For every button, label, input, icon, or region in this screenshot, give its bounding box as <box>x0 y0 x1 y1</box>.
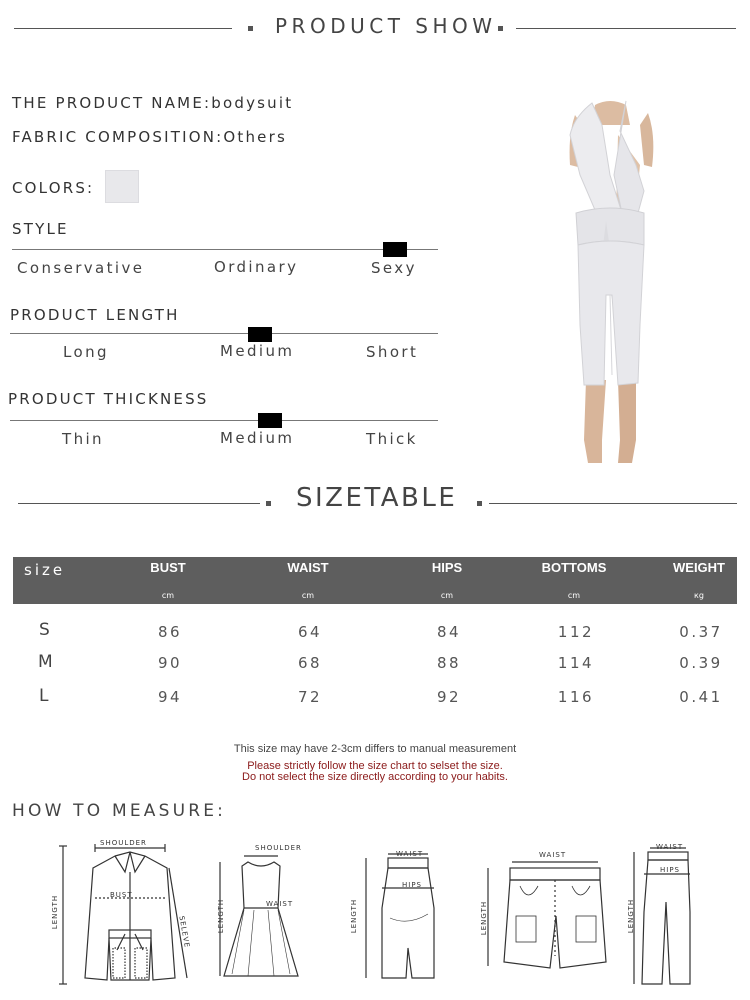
cell-weight: 0.39 <box>679 654 723 672</box>
divider-dot <box>498 26 503 31</box>
cell-weight: 0.37 <box>679 623 723 641</box>
style-marker <box>383 242 407 257</box>
section-title: SIZETABLE <box>296 483 458 513</box>
product-name <box>12 94 293 112</box>
jacket-sleeve-label: SELEVE <box>177 915 191 949</box>
column-header-bust: BUST <box>150 560 186 575</box>
cell-hips: 88 <box>436 654 462 672</box>
color-swatch[interactable] <box>105 170 139 203</box>
size-warning-line1: Please strictly follow the size chart to selset the size. <box>247 760 503 772</box>
cell-bust: 94 <box>157 688 183 706</box>
length-option-long: Long <box>63 343 109 361</box>
thickness-label: PRODUCT THICKNESS <box>8 390 209 408</box>
length-scale-line <box>10 333 438 334</box>
product-name-label: THE PRODUCT NAME: <box>12 94 212 112</box>
style-option-ordinary: Ordinary <box>214 258 299 276</box>
jacket-length-label: LENGTH <box>51 894 60 930</box>
measurement-note: This size may have 2-3cm differs to manual measurement <box>233 743 517 755</box>
divider-dot <box>248 26 253 31</box>
skirt-length-label: LENGTH <box>350 898 359 934</box>
pants-illustration <box>628 842 698 990</box>
cell-hips: 92 <box>436 688 462 706</box>
how-to-measure-title: HOW TO MEASURE: <box>12 801 227 821</box>
pants-length-label: LENGTH <box>627 898 636 934</box>
cell-waist: 64 <box>297 623 323 641</box>
thickness-option-medium: Medium <box>220 429 295 447</box>
column-header-waist: WAIST <box>287 560 329 575</box>
skirt-hips-label: HIPS <box>402 881 422 889</box>
thickness-scale-line <box>10 420 438 421</box>
column-unit-bottoms: cm <box>567 591 581 600</box>
column-unit-hips: cm <box>440 591 454 600</box>
dress-shoulder-label: SHOULDER <box>255 844 302 852</box>
length-marker <box>248 327 272 342</box>
shorts-illustration <box>480 856 610 976</box>
shorts-length-label: LENGTH <box>480 900 489 936</box>
fabric-label: FABRIC COMPOSITION: <box>12 128 224 146</box>
divider-left <box>14 28 232 29</box>
fabric-composition <box>12 128 287 146</box>
colors-label: COLORS: <box>12 179 95 197</box>
dress-length-label: LENGTH <box>217 898 226 934</box>
jacket-illustration <box>55 838 205 990</box>
divider-right <box>516 28 736 29</box>
column-header-weight: WEIGHT <box>673 560 725 575</box>
cell-bust: 90 <box>157 654 183 672</box>
jacket-bust-label: BUST <box>110 891 133 899</box>
cell-waist: 72 <box>297 688 323 706</box>
section-title: PRODUCT SHOW <box>275 14 497 38</box>
divider-dot <box>477 501 482 506</box>
pants-hips-label: HIPS <box>660 866 680 874</box>
divider-left <box>18 503 260 504</box>
row-size: L <box>39 686 49 706</box>
product-photo <box>540 95 690 467</box>
size-column-header: size <box>24 561 66 579</box>
length-option-medium: Medium <box>220 342 295 360</box>
length-option-short: Short <box>366 343 419 361</box>
row-size: S <box>39 620 50 640</box>
cell-hips: 84 <box>436 623 462 641</box>
style-option-sexy: Sexy <box>371 259 417 277</box>
cell-bottoms: 116 <box>557 688 595 706</box>
cell-bottoms: 114 <box>557 654 595 672</box>
size-table-header <box>13 557 737 604</box>
column-header-bottoms: BOTTOMS <box>541 560 607 575</box>
skirt-illustration <box>360 848 440 984</box>
divider-right <box>489 503 737 504</box>
column-header-hips: HIPS <box>431 560 463 575</box>
cell-bust: 86 <box>157 623 183 641</box>
thickness-option-thick: Thick <box>366 430 418 448</box>
product-name-value: bodysuit <box>211 94 294 112</box>
size-warning-line2: Do not select the size directly according to your habits. <box>242 771 508 783</box>
fabric-value: Others <box>223 128 287 146</box>
cell-waist: 68 <box>297 654 323 672</box>
style-scale-line <box>12 249 438 250</box>
dress-waist-label: WAIST <box>266 900 294 908</box>
shorts-waist-label: WAIST <box>539 851 567 859</box>
thickness-marker <box>258 413 282 428</box>
jacket-shoulder-label: SHOULDER <box>100 839 147 847</box>
column-unit-weight: кg <box>694 591 704 600</box>
skirt-waist-label: WAIST <box>396 850 424 858</box>
style-option-conservative: Conservative <box>17 259 145 277</box>
pants-waist-label: WAIST <box>656 843 684 851</box>
dress-illustration <box>214 852 308 982</box>
thickness-option-thin: Thin <box>62 430 104 448</box>
column-unit-bust: cm <box>161 591 175 600</box>
row-size: M <box>38 652 53 672</box>
style-label: STYLE <box>12 220 69 238</box>
length-label: PRODUCT LENGTH <box>10 306 180 324</box>
cell-weight: 0.41 <box>679 688 723 706</box>
divider-dot <box>266 501 271 506</box>
cell-bottoms: 112 <box>557 623 595 641</box>
column-unit-waist: cm <box>301 591 315 600</box>
